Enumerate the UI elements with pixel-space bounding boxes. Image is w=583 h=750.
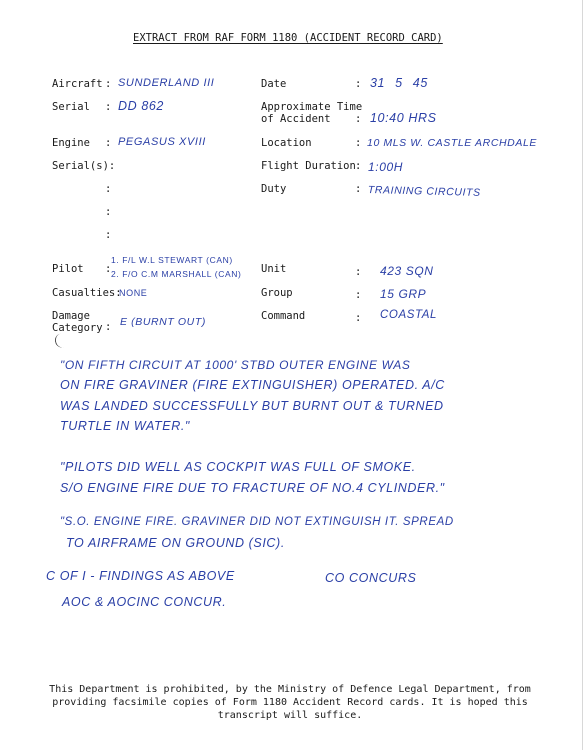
damage-label: Damage Category [52, 310, 103, 334]
note-1-line-2: ON FIRE GRAVINER (FIRE EXTINGUISHER) OPERATED. A/C [60, 378, 445, 392]
date-value: 31 5 45 [370, 76, 428, 90]
pilot-label: Pilot [52, 263, 84, 275]
engine-serial-sep-3: : [105, 229, 112, 241]
pilot-1: 1. F/L W.L STEWART (CAN) [111, 255, 233, 265]
command-sep: : [355, 312, 362, 324]
unit-value: 423 SQN [380, 264, 434, 278]
date-label: Date [261, 78, 287, 90]
command-label: Command [261, 310, 306, 322]
engine-serial-sep-2: : [105, 206, 112, 218]
group-value: 15 GRP [380, 287, 427, 301]
time-label: Approximate Time of Accident [261, 101, 363, 125]
command-value: COASTAL [380, 309, 438, 321]
unit-sep: : [355, 266, 362, 278]
location-value: 10 MLS W. CASTLE ARCHDALE [367, 137, 538, 149]
note-3-line-1: "S.O. ENGINE FIRE. GRAVINER DID NOT EXTINGUISH IT. SPREAD [60, 516, 454, 528]
time-sep: : [355, 113, 362, 125]
note-5-aoc: AOC & AOCINC CONCUR. [62, 595, 227, 609]
group-label: Group [261, 287, 293, 299]
duration-sep: : [355, 160, 362, 172]
pilot-2: 2. F/O C.M MARSHALL (CAN) [111, 269, 242, 279]
aircraft-sep: : [105, 78, 112, 90]
damage-sep: : [105, 321, 112, 333]
duty-label: Duty [261, 183, 287, 195]
legal-footer: This Department is prohibited, by the Ministry of Defence Legal Department, from providing facsimile copies of Form 1180 Accident Record cards. It is hoped this transcript will suffice. [49, 684, 531, 721]
location-label: Location [261, 137, 312, 149]
location-sep: : [355, 137, 362, 149]
engine-sep: : [105, 137, 112, 149]
serial-value: DD 862 [118, 99, 164, 113]
group-sep: : [355, 289, 362, 301]
casualties-label: Casualties: [52, 287, 122, 299]
engine-label: Engine [52, 137, 90, 149]
date-sep: : [355, 78, 362, 90]
damage-value: E (BURNT OUT) [120, 316, 206, 328]
aircraft-label: Aircraft [52, 78, 103, 90]
unit-label: Unit [261, 263, 287, 275]
duration-value: 1:00H [368, 160, 404, 174]
note-1-line-1: "ON FIFTH CIRCUIT AT 1000' STBD OUTER ENGINE WAS [60, 358, 411, 372]
note-4-findings: C OF I - FINDINGS AS ABOVE [46, 569, 235, 583]
note-3-line-2: TO AIRFRAME ON GROUND (SIC). [66, 536, 285, 550]
duration-label: Flight Duration [261, 160, 356, 172]
page-title: EXTRACT FROM RAF FORM 1180 (ACCIDENT RECORD CARD) [133, 32, 443, 44]
duty-value: TRAINING CIRCUITS [367, 184, 481, 199]
pen-mark [54, 333, 66, 349]
engine-value: PEGASUS XVIII [118, 136, 206, 148]
note-1-line-4: TURTLE IN WATER." [60, 419, 190, 433]
time-value: 10:40 HRS [370, 111, 437, 125]
aircraft-value: SUNDERLAND III [118, 77, 215, 89]
note-1-line-3: WAS LANDED SUCCESSFULLY BUT BURNT OUT & TURNED [60, 399, 444, 413]
note-4-co: CO CONCURS [325, 571, 417, 585]
note-2-line-2: S/O ENGINE FIRE DUE TO FRACTURE OF NO.4 CYLINDER." [60, 481, 445, 495]
engine-serial-sep-1: : [105, 183, 112, 195]
serial-label: Serial [52, 101, 90, 113]
serial-sep: : [105, 101, 112, 113]
duty-sep: : [355, 183, 362, 195]
engine-serials-label: Serial(s): [52, 160, 116, 172]
casualties-value: NONE [119, 288, 148, 298]
pilot-sep: : [105, 263, 112, 275]
note-2-line-1: "PILOTS DID WELL AS COCKPIT WAS FULL OF SMOKE. [60, 460, 416, 474]
